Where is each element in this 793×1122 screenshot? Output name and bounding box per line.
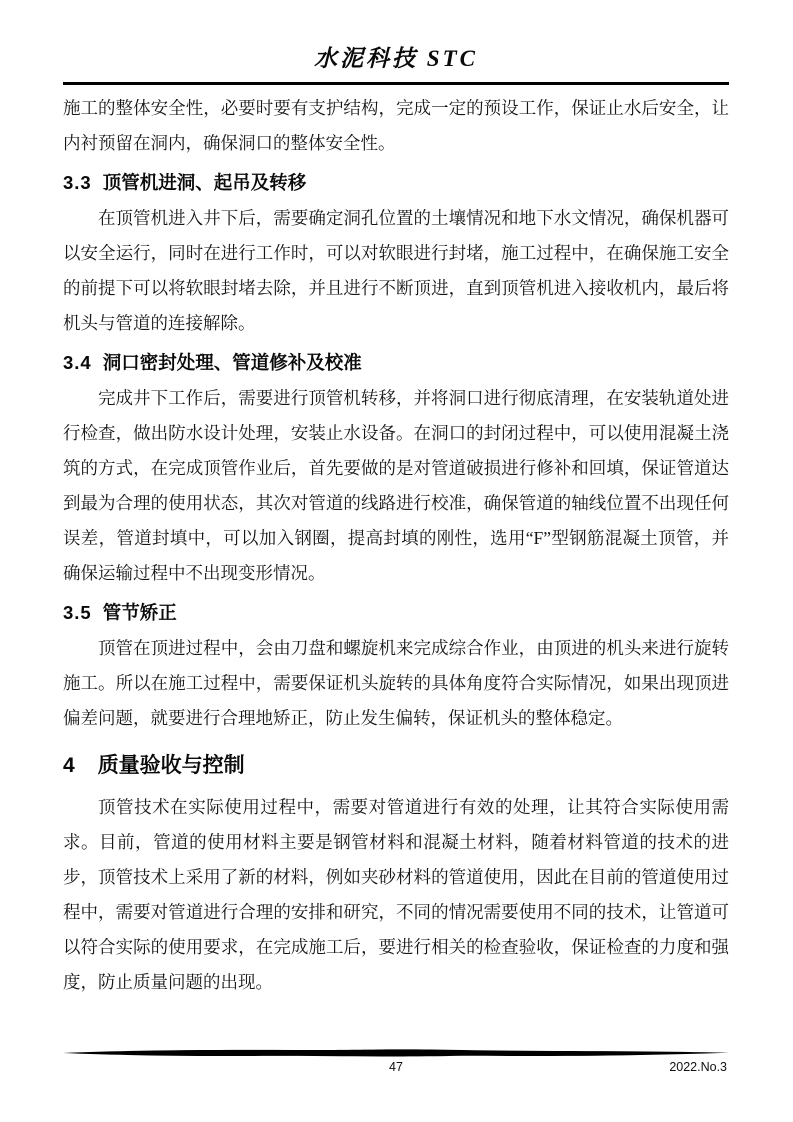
section-paragraph: 在顶管机进入井下后，需要确定洞孔位置的土壤情况和地下水文情况，确保机器可以安全运行，同时在进行工作时，可以对软眼进行封堵，施工过程中，在确保施工安全的前提下可以将软眼封堵去除，并且进行不断顶进，直到顶管机进入接收机内，最后将机头与管道的连接解除。 xyxy=(63,208,729,333)
issue-number: 2022.No.3 xyxy=(669,1060,727,1074)
page-footer xyxy=(63,1048,729,1078)
section-paragraph: 完成井下工作后，需要进行顶管机转移，并将洞口进行彻底清理，在安装轨道处进行检查，做出防水设计处理，安装止水设备。在洞口的封闭过程中，可以使用混凝土浇筑的方式，在完成顶管作业后，首先要做的是对管道破损进行修补和回填，保证管道达到最为合理的使用状态，其次对管道的线路进行校准，确保管道的轴线位置不出现任何误差，管道封填中，可以加入钢圈，提高封填的刚性，选用“F”型钢筋混凝土顶管，并确保运输过程中不出现变形情况。 xyxy=(63,388,729,583)
page-header xyxy=(63,42,729,85)
section-title: 洞口密封处理、管道修补及校准 xyxy=(102,352,362,373)
section-title: 质量验收与控制 xyxy=(97,754,245,777)
footer-rule xyxy=(63,1048,729,1058)
section-3-5 xyxy=(63,598,729,736)
section-heading xyxy=(63,348,729,378)
section-paragraph: 顶管技术在实际使用过程中，需要对管道进行有效的处理，让其符合实际使用需求。目前，管道的使用材料主要是钢管材料和混凝土材料，随着材料管道的技术的进步，顶管技术上采用了新的材料，例如夹砂材料的管道使用，因此在目前的管道使用过程中，需要对管道进行合理的安排和研究，不同的情况需要使用不同的技术，让管道可以符合实际的使用要求，在完成施工后，要进行相关的检查验收，保证检查的力度和强度，防止质量问题的出现。 xyxy=(63,797,729,992)
section-paragraph: 顶管在顶进过程中，会由刀盘和螺旋机来完成综合作业，由顶进的机头来进行旋转施工。所以在施工过程中，需要保证机头旋转的具体角度符合实际情况，如果出现顶进偏差问题，就要进行合理地矫正，防止发生偏转，保证机头的整体稳定。 xyxy=(63,638,729,728)
header-rule xyxy=(63,82,729,85)
section-heading xyxy=(63,598,729,628)
document-body xyxy=(63,91,729,1000)
section-number: 3.3 xyxy=(63,172,92,193)
section-3-3 xyxy=(63,168,729,341)
page-number: 47 xyxy=(389,1060,403,1074)
section-3-4 xyxy=(63,348,729,591)
section-title: 顶管机进洞、起吊及转移 xyxy=(102,172,307,193)
journal-title: 水泥科技 STC xyxy=(314,46,478,71)
section-number: 4 xyxy=(63,754,76,777)
section-4 xyxy=(63,749,729,1000)
section-heading xyxy=(63,749,729,783)
footer-row xyxy=(63,1060,729,1078)
section-number: 3.5 xyxy=(63,602,92,623)
paragraph-continuation: 施工的整体安全性，必要时要有支护结构，完成一定的预设工作，保证止水后安全，让内衬预留在洞内，确保洞口的整体安全性。 xyxy=(63,98,729,153)
section-title: 管节矫正 xyxy=(102,602,177,623)
section-number: 3.4 xyxy=(63,352,92,373)
section-heading xyxy=(63,168,729,198)
